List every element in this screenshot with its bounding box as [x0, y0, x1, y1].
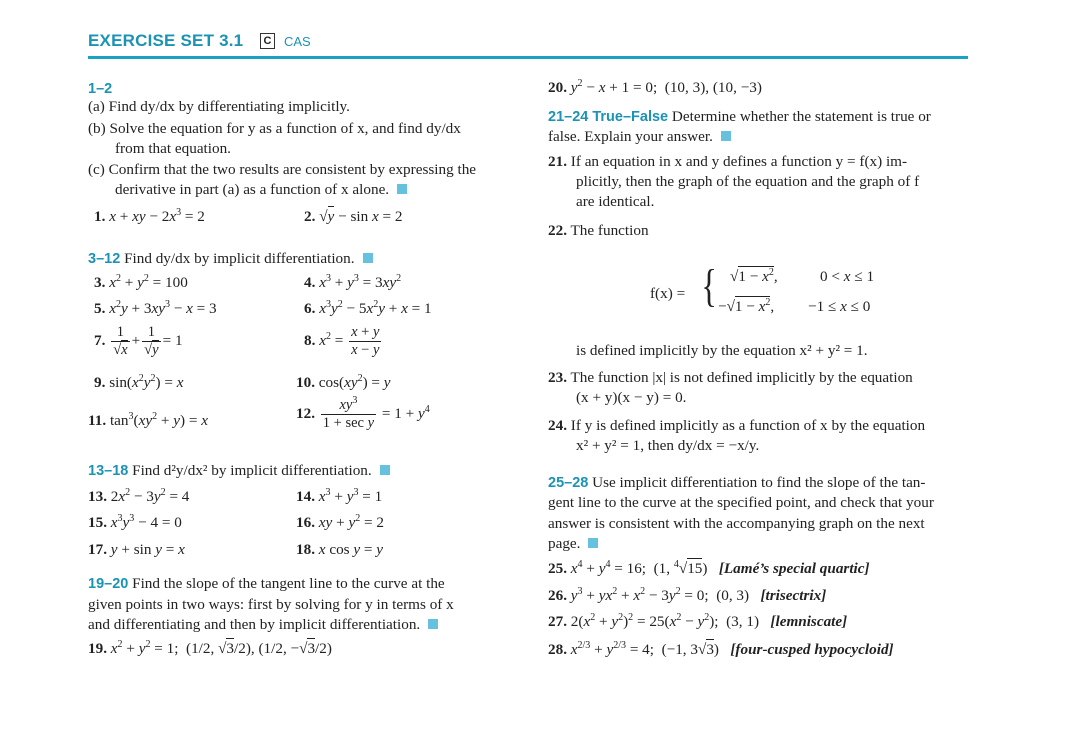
problem-22-after: is defined implicitly by the equation x² + y² = 1.	[576, 342, 868, 359]
problem-9: 9. $\sin(x^2y^2) = x$	[94, 372, 184, 391]
cas-icon: C	[260, 33, 275, 49]
piecewise-brace: {	[701, 260, 717, 311]
problem-14: 14. $x^3 + y^3 = 1$	[296, 486, 383, 505]
problem-22: 22. The function	[548, 222, 649, 239]
section-25-28: 25–28 Use implicit differentiation to find the slope of the tan-	[548, 474, 926, 491]
section-13-18: 13–18 Find d²y/dx² by implicit differentiation.	[88, 461, 390, 481]
problem-16: 16. xy + $y^2 = 2$	[296, 512, 384, 531]
section-19-20-line-3: and differentiating and then by implicit differentiation.	[88, 615, 438, 634]
instruction-c-2: derivative in part (a) as a function of x alone.	[115, 180, 407, 199]
problem-2: 2. √y − sin x = 2	[304, 208, 403, 225]
problem-15: 15. $x^3y^3 - 4 = 0$	[88, 512, 182, 531]
cas-marker-icon	[428, 619, 438, 629]
problem-7: 7. $\frac{1}{√x}$ + $\frac{1}{√y}$ = 1	[94, 324, 183, 359]
piecewise-case-2: $-√1 - x^2$,	[718, 296, 775, 315]
section-21-24: 21–24 True–False Determine whether the statement is true or	[548, 108, 931, 125]
problem-27: 27. $2(x^2 + y^2)^2 = 25(x^2 - y^2)$; (3, 1) [lemniscate]	[548, 611, 848, 630]
problem-21: 21. If an equation in x and y defines a function y = f(x) im-	[548, 153, 908, 170]
section-3-12: 3–12 Find dy/dx by implicit differentiation.	[88, 249, 373, 269]
section-19-20: 19–20 Find the slope of the tangent line to the curve at the	[88, 575, 445, 592]
problem-13: 13. $2x^2 - 3y^2 = 4$	[88, 486, 190, 505]
problem-8: 8. $x^2$ = $\frac{x + y}{x - y}$	[304, 324, 380, 359]
cas-marker-icon	[721, 131, 731, 141]
header-rule	[88, 56, 968, 59]
piecewise-fx: f(x) =	[650, 285, 686, 302]
problem-5: 5. $x^2y + 3xy^3 - x = 3$	[94, 298, 217, 317]
problem-17: 17. y + sin y = x	[88, 541, 185, 558]
problem-25: 25. $x^4 + y^4 = 16$; (1, $^4$√15) [Lamé’s special quartic]	[548, 558, 870, 577]
cas-marker-icon	[380, 465, 390, 475]
exercise-header	[88, 30, 968, 62]
problem-28: 28. $x^{2/3} + y^{2/3} = 4$; (−1, 3√3) [four-cusped hypocycloid]	[548, 639, 894, 658]
cas-marker-icon	[363, 253, 373, 263]
problem-10: 10. $\cos(xy^2) = y$	[296, 372, 391, 391]
piecewise-cond-1: 0 < x ≤ 1	[820, 268, 875, 285]
problem-11: 11. $\tan^3(xy^2 + y) = x$	[88, 410, 208, 429]
problem-26: 26. $y^3 + yx^2 + x^2 - 3y^2 = 0$; (0, 3) [trisectrix]	[548, 585, 827, 604]
instruction-b-1: (b) Solve the equation for y as a function of x, and find dy/dx	[88, 120, 461, 137]
exercise-title: EXERCISE SET 3.1	[88, 31, 244, 50]
section-25-28-line-3: answer is consistent with the accompanying graph on the next	[548, 515, 925, 532]
problem-3: 3. $x^2 + y^2 = 100$	[94, 272, 188, 291]
cas-marker-icon	[397, 184, 407, 194]
piecewise-cond-2: −1 ≤ x ≤ 0	[808, 298, 871, 315]
problem-23-line-2: (x + y)(x − y) = 0.	[576, 389, 687, 406]
problem-20: 20. $y^2 - x + 1 = 0$; (10, 3), (10, −3)	[548, 77, 762, 96]
instruction-a: (a) Find dy/dx by differentiating implicitly.	[88, 98, 350, 115]
problem-21-line-2: plicitly, then the graph of the equation and the graph of f	[576, 173, 920, 190]
problem-23: 23. The function |x| is not defined implicitly by the equation	[548, 369, 913, 386]
section-19-20-line-2: given points in two ways: first by solving for y in terms of x	[88, 596, 454, 613]
section-1-2: 1–2	[88, 81, 113, 97]
cas-marker-icon	[588, 538, 598, 548]
section-25-28-line-4: page.	[548, 534, 598, 553]
problem-1: 1. x + xy − $2x^3 = 2$	[94, 206, 205, 225]
problem-4: 4. $x^3 + y^3 = 3xy^2$	[304, 272, 402, 291]
problem-6: 6. $x^3y^2 - 5x^2y + x = 1$	[304, 298, 432, 317]
problem-19: 19. $x^2 + y^2 = 1$; (1/2, √3/2), (1/2, −√3/2)	[88, 638, 332, 657]
instruction-b-2: from that equation.	[115, 140, 231, 157]
problem-21-line-3: are identical.	[576, 193, 655, 210]
piecewise-case-1: $√1 - x^2$,	[730, 266, 778, 285]
problem-24-line-2: x² + y² = 1, then dy/dx = −x/y.	[576, 437, 760, 454]
cas-label: CAS	[284, 34, 311, 49]
problem-12: 12. $\frac{xy^3}{\text{1 + sec y}}$ = $1 + y^4$	[296, 395, 430, 432]
section-21-24-line-2: false. Explain your answer.	[548, 127, 731, 146]
problem-24: 24. If y is defined implicitly as a function of x by the equation	[548, 417, 926, 434]
instruction-c-1: (c) Confirm that the two results are consistent by expressing the	[88, 161, 477, 178]
section-25-28-line-2: gent line to the curve at the specified point, and check that your	[548, 494, 934, 511]
problem-18: 18. x cos y = y	[296, 541, 384, 558]
